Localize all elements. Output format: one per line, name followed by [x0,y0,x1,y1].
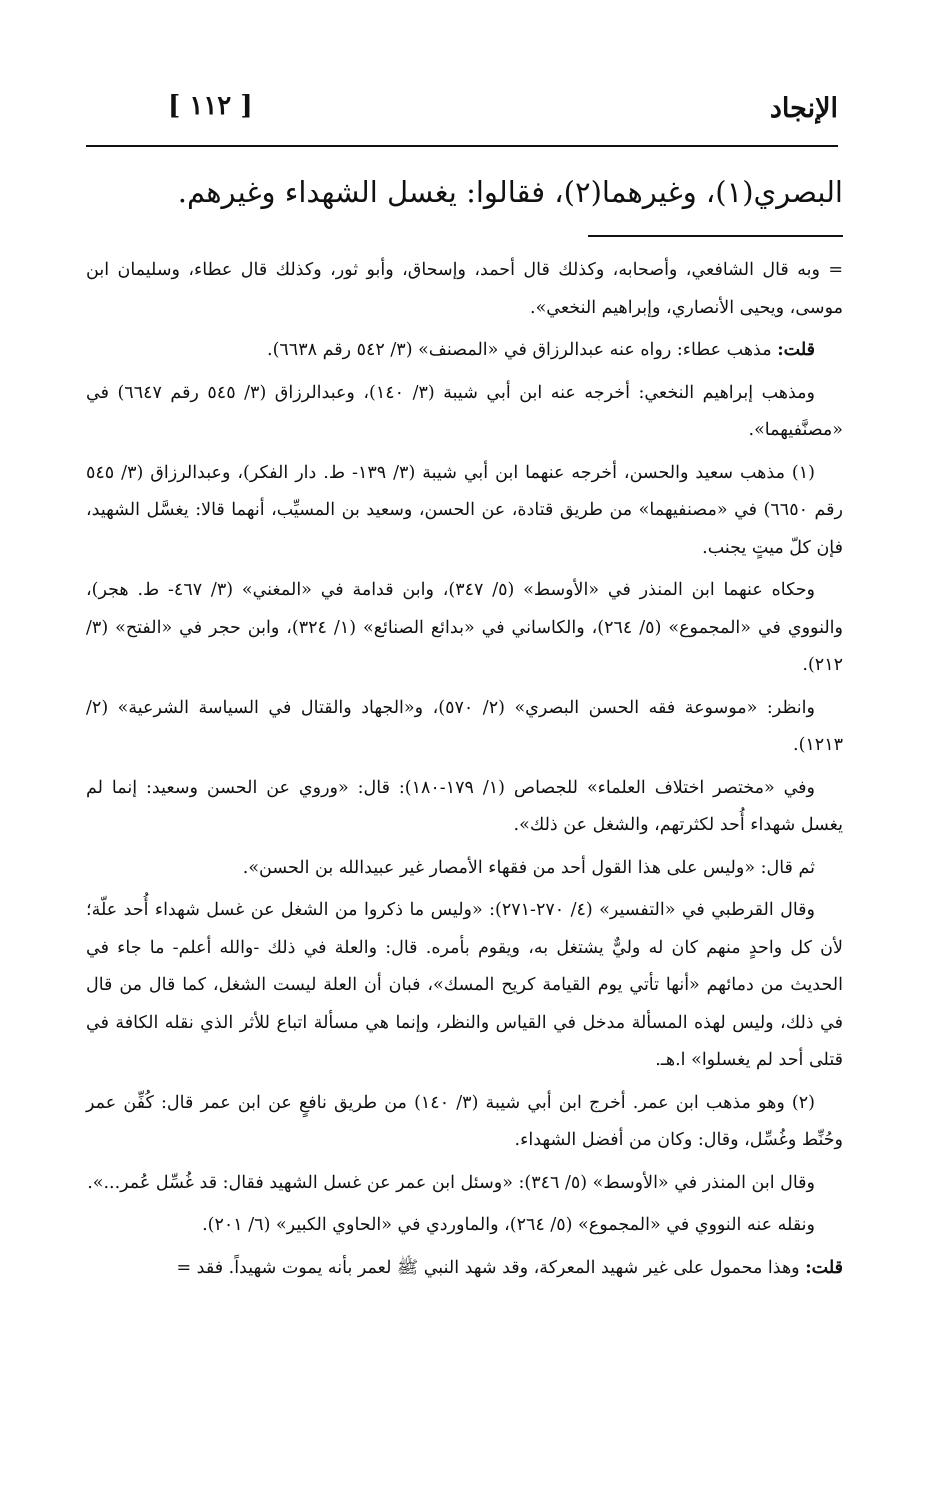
footnote-paragraph-5: وحكاه عنهما ابن المنذر في «الأوسط» (٥/ ٣٤٧)، وابن قدامة في «المغني» (٣/ ٤٦٧- ط. هجر)، والنووي في «المجموع» (٥/ ٢٦٤)، والكاساني في «بدائع الصنائع» (١/ ٣٢٤)، وابن حجر في «الفتح» (٣/ ٢١٢). [86,580,843,675]
footnote-1: (١) مذهب سعيد والحسن، أخرجه عنهما ابن أبي شيبة (٣/ ١٣٩- ط. دار الفكر)، وعبدالرزاق (٣/ ٥٤٥ رقم ٦٦٥٠) في «مصنفيهما» من طريق قتادة، عن الحسن، وسعيد بن المسيِّب، أنهما قالا: يغسَّل الشهيد، فإن كلّ ميتٍ يجنب. [86,462,843,558]
footnotes [86,252,843,1292]
footnote-paragraph-8: ثم قال: «وليس على هذا القول أحد من فقهاء الأمصار غير عبيدالله بن الحسن». [242,857,815,878]
footnote-paragraph-2-text: مذهب عطاء: رواه عنه عبدالرزاق في «المصنف» (٣/ ٥٤٢ رقم ٦٦٣٨). [267,340,778,360]
footnote-paragraph-13-text: وهذا محمول على غير شهيد المعركة، وقد شهد النبي ﷺ لعمر بأنه يموت شهيداً. فقد = [176,1257,806,1278]
footnote-2: (٢) وهو مذهب ابن عمر. أخرج ابن أبي شيبة (٣/ ١٤٠) من طريق نافعٍ عن ابن عمر قال: كُفِّن عمر وحُنِّط وغُسِّل، وقال: وكان من أفضل الشهداء. [86,1092,843,1150]
running-title: الإنجاد [769,93,838,124]
page-header [86,85,838,147]
footnote-paragraph-2 [86,332,843,370]
qultu-label: قلت: [805,1257,843,1278]
footnote-paragraph-9: وقال القرطبي في «التفسير» (٤/ ٢٧٠-٢٧١): «وليس ما ذكروا من الشغل عن غسل شهداء أُحد علّة؛ لأن كل واحدٍ منهم كان له وليٌّ يشتغل به، ويقوم بأمره. قال: والعلة في ذلك -والله أعلم- ما جاء في الحديث من دمائهم «أنها تأتي يوم القيامة كريح المسك»، فبان أن العلة ليست الشغل، كما قال من قال في ذلك، وليس لهذه المسألة مدخل في القياس والنظر، وإنما هي مسألة اتباع للأثر الذي نقله الكافة في قتلى أحد لم يغسلوا» ا.هـ. [86,900,843,1070]
main-text: البصري(١)، وغيرهما(٢)، فقالوا: يغسل الشهداء وغيرهم. [177,175,843,209]
footnote-paragraph-6: وانظر: «موسوعة فقه الحسن البصري» (٢/ ٥٧٠)، و«الجهاد والقتال في السياسة الشرعية» (٢/ ١٢١٣). [86,697,843,755]
footnote-paragraph-7: وفي «مختصر اختلاف العلماء» للجصاص (١/ ١٧٩-١٨٠): قال: «وروي عن الحسن وسعيد: إنما لم يغسل شهداء أُحد لكثرتهم، والشغل عن ذلك». [86,777,843,835]
footnote-paragraph-3: ومذهب إبراهيم النخعي: أخرجه عنه ابن أبي شيبة (٣/ ١٤٠)، وعبدالرزاق (٣/ ٥٤٥ رقم ٦٦٤٧) في «مصنَّفيهما». [86,382,843,440]
footnote-paragraph-12: ونقله عنه النووي في «المجموع» (٥/ ٢٦٤)، والماوردي في «الحاوي الكبير» (٦/ ٢٠١). [202,1215,815,1235]
page-number: [ ١١٢ ] [168,91,253,121]
footnote-separator [588,235,843,237]
footnote-paragraph-1: = وبه قال الشافعي، وأصحابه، وكذلك قال أحمد، وإسحاق، وأبو ثور، وكذلك قال عطاء، وسليمان ابن موسى، ويحيى الأنصاري، وإبراهيم النخعي». [86,260,843,318]
qultu-label: قلت: [777,340,815,360]
footnote-paragraph-13 [86,1250,843,1288]
footnote-paragraph-11: وقال ابن المنذر في «الأوسط» (٥/ ٣٤٦): «وسئل ابن عمر عن غسل الشهيد فقال: قد غُسِّل عُمر...». [87,1172,815,1193]
